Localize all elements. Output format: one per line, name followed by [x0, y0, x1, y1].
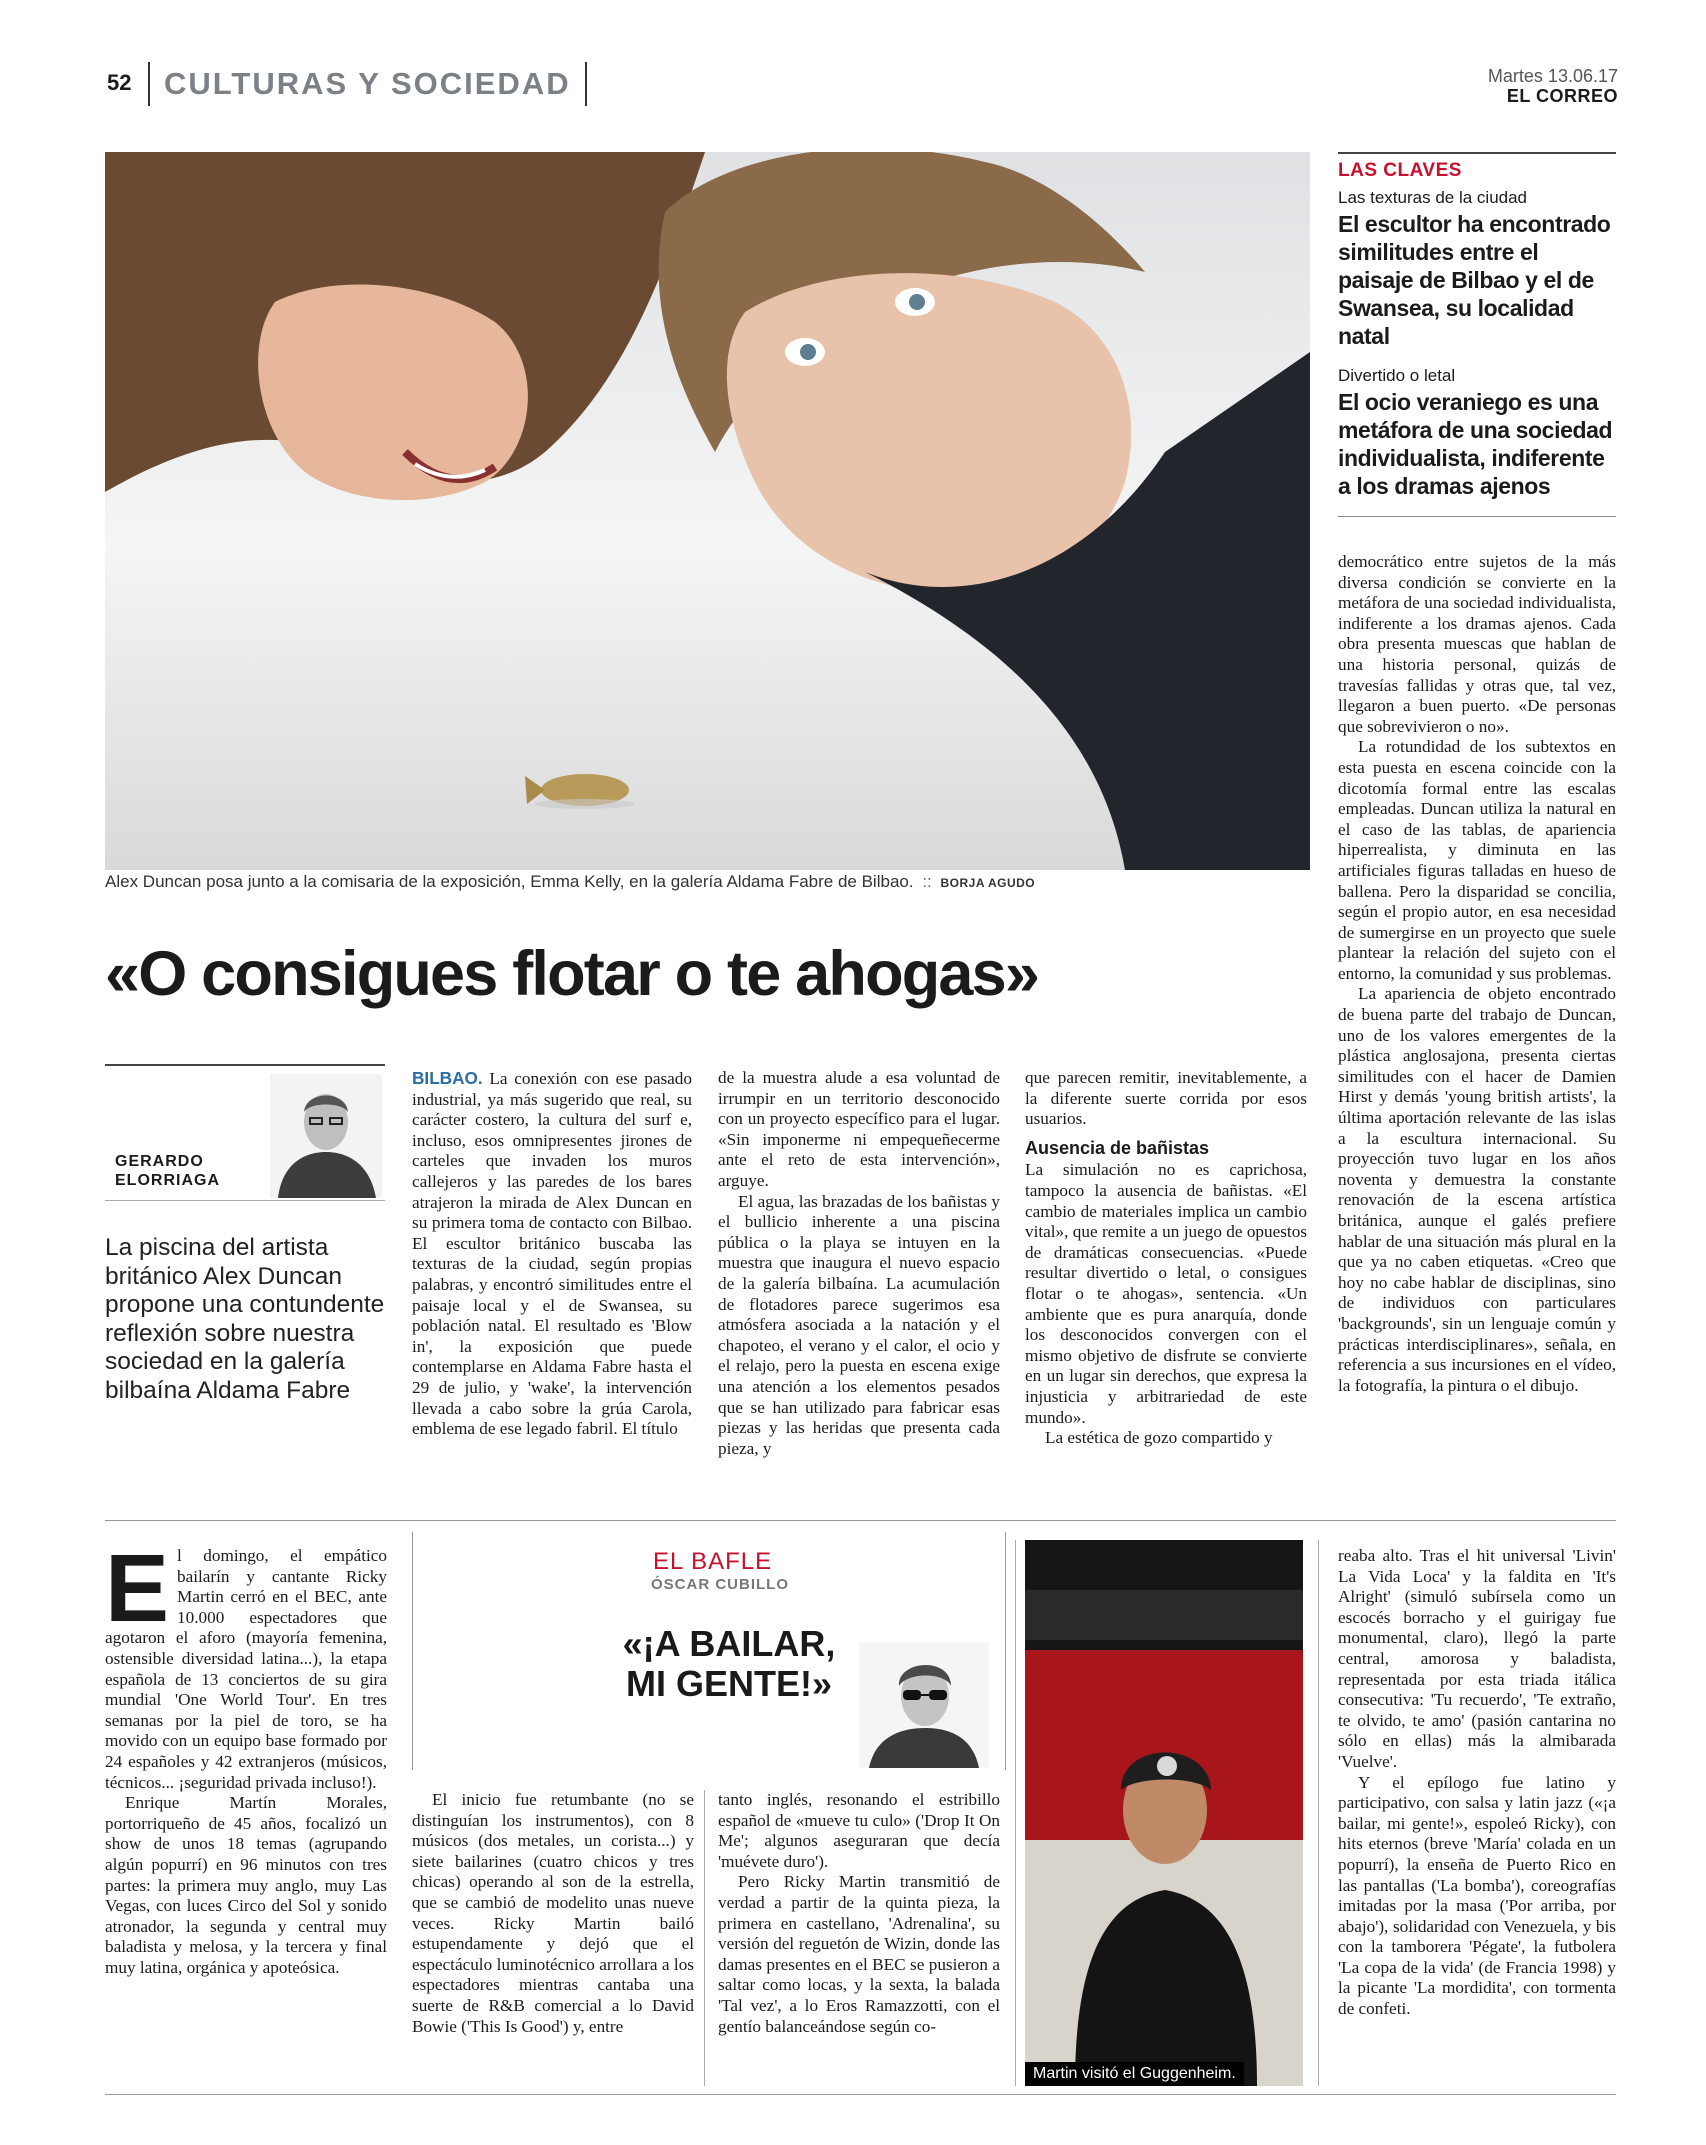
dateline: [1488, 66, 1618, 106]
article-text: La conexión con ese pasado industrial, ya más sugerido que real, su carácter costero, la cultura del surf e, incluso, esos omnipresentes jirones de carteles que invaden los muros callejeros y las paredes de los bares atrajeron la mirada de Alex Duncan en su primera toma de contacto con Bilbao. El escultor británico buscaba las texturas de la ciudad, según propias palabras, y encontró similitudes entre el paisaje local y el de Swansea, su población natal. El resultado es 'Blow in', la exposición que puede contemplarse en Aldama Fabre hasta el 29 de julio, y 'wake', la intervención llevada a cabo sobre la grúa Carola, emblema de ese legado fabril. El título: [412, 1069, 692, 1439]
photo-caption: Martin visitó el Guggenheim.: [1025, 2062, 1244, 2086]
photo-caption-text: Alex Duncan posa junto a la comisaria de la exposición, Emma Kelly, en la galería Aldama Fabre de Bilbao.: [105, 872, 914, 891]
bafle-paragraph: Pero Ricky Martin transmitió de verdad a partir de la quinta pieza, la primera en castellano, 'Adrenalina', su versión del reguetón de Wizin, donde las damas presentes en el BEC se pusieron a saltar como locas, y la sexta, la balada 'Tal vez', a lo Eros Ramazzotti, con el gentío balanceándose según co-: [718, 1872, 1000, 2036]
column-rule: [1318, 1540, 1319, 2086]
article-column-2: [718, 1068, 1000, 1459]
claves-bottom-rule: [1338, 516, 1616, 517]
article-paragraph: El agua, las brazadas de los bañistas y el bullicio inherente a una piscina pública o la playa se intuyen en la muestra que inaugura el nuevo espacio de la galería bilbaína. La acumulación de flotadores parece sugerimos esa atmósfera asociada a la natación y el chapoteo, el verano y el calor, el ocio y el relajo, pero la puesta en escena exige una atención a los elementos pesados que se han utilizado para fabricar esas piezas y las heridas que presenta cada pieza, y: [718, 1191, 1000, 1458]
bafle-column-3: [718, 1790, 1000, 2037]
claves-sidebar: [1338, 152, 1616, 517]
bafle-header-box: [412, 1532, 1006, 1770]
claves-kicker: LAS CLAVES: [1338, 160, 1462, 181]
article-paragraph: que parecen remitir, inevitablemente, a la diferente suerte corrida por esos usuarios.: [1025, 1068, 1307, 1129]
clave-text: El escultor ha encontrado similitudes entre el paisaje de Bilbao y el de Swansea, su localidad natal: [1338, 211, 1611, 349]
article-headline: «O consigues flotar o te ahogas»: [105, 939, 1039, 1009]
bafle-column-1: [105, 1535, 387, 1978]
bafle-author-portrait: [859, 1642, 989, 1768]
issue-date: Martes 13.06.17: [1487, 66, 1618, 86]
article-paragraph: [412, 1068, 692, 1440]
article-column-4: [1338, 552, 1616, 1396]
drop-cap: E: [105, 1535, 170, 1642]
main-photo: [105, 152, 1310, 870]
section-divider: [105, 1520, 1616, 1521]
article-column-3: [1025, 1068, 1307, 1449]
photo-caption: [105, 872, 1310, 892]
bafle-paragraph: tanto inglés, resonando el estribillo español de «mueve tu culo» ('Drop It On Me'; algunos aseguraran que decía 'muévete duro').: [718, 1790, 1000, 1871]
clave-lead: Divertido o letal: [1338, 366, 1456, 385]
article-paragraph: La estética de gozo compartido y: [1045, 1428, 1273, 1448]
credit-separator: ::: [922, 872, 932, 891]
bafle-paragraph: Y el epílogo fue latino y participativo, con salsa y latin jazz («¡a bailar, mi gente!», espoleó Ricky), con hits eternos (breve 'María' colada en un popurrí), la enseña de Puerto Rico en las pantallas ('La bomba'), coreografías imitadas por la masa ('Por arriba, por abajo'), solidaridad con Venezuela, y bis con la tamborera 'Pégate', la futbolera 'La copa de la vida' (de Francia 1998) y la picante 'La mordidita', con tormenta de confeti.: [1338, 1772, 1616, 2019]
clave-text: El ocio veraniego es una metáfora de una sociedad individualista, indiferente a los dramas ajenos: [1338, 389, 1613, 499]
article-subhead: La piscina del artista británico Alex Duncan propone una contundente reflexión sobre nuestra sociedad en la galería bilbaína Aldama Fabre: [105, 1234, 385, 1404]
bafle-column-2: [412, 1790, 694, 2037]
page-number: 52: [107, 70, 132, 95]
bafle-paragraph: l domingo, el empático bailarín y cantante Ricky Martin cerró en el BEC, ante 10.000 espectadores que agotaron el aforo (mayoría femenina, ostensible diversidad latina...), la etapa española de 13 conciertos de su gira mundial 'One World Tour'. En tres semanas por la piel de toro, se ha movido con un equipo base formado por 24 españoles y 42 extranjeros (músicos, técnicos... ¡seguridad privada incluso!).: [105, 1546, 387, 1792]
article-paragraph: La rotundidad de los subtextos en esta puesta en escena coincide con la dicotomía formal entre las escalas empleadas. Duncan utiliza la natural en el caso de las tablas, de apariencia hiperrealista, y diminuta en las artificiales figuras talladas en hueso de ballena. Pero la disparidad se concilia, según el propio autor, en esa necesidad de sumergirse en un proyecto que suele plantear la relación del sujeto con el entorno, la comunidad y sus problemas.: [1338, 737, 1616, 983]
article-column-1: [412, 1068, 692, 1440]
bafle-author: ÓSCAR CUBILLO: [651, 1576, 789, 1593]
bafle-tag: EL BAFLE: [653, 1548, 773, 1575]
bafle-column-4: [1338, 1546, 1616, 2020]
photo-credit: BORJA AGUDO: [940, 876, 1036, 890]
claves-top-rule: [1338, 152, 1616, 154]
bafle-paragraph: El inicio fue retumbante (no se distinguían los instrumentos), con 8 músicos (dos metales, un corista...) y siete bailarines (cuatro chicos y tres chicas) operando al son de la estrella, que se cambió de modelito unas nueve veces. Ricky Martin bailó estupendamente y dejó que el espectáculo luminotécnico arrollara a los espectadores mientras cantaba una suerte de R&B comercial a lo David Bowie ('This Is Good') y, entre: [412, 1790, 694, 2036]
bafle-title: «¡A BAILAR, MI GENTE!»: [622, 1623, 836, 1704]
article-paragraph: de la muestra alude a esa voluntad de irrumpir en un territorio desconocido con un proyecto específico para el lugar. «Sin imponerme ni empequeñecerme ante el reto de esta intervención», arguye.: [718, 1068, 1000, 1190]
bottom-rule: [105, 2094, 1616, 2095]
column-rule: [1015, 1540, 1016, 2086]
column-rule: [704, 1790, 705, 2086]
article-paragraph: democrático entre sujetos de la más diversa condición se convierte en la metáfora de una sociedad individualista, indiferente a los dramas ajenos. Cada obra presenta muescas que hablan de una historia personal, quizás de travesías fallidas y otras que, tal vez, llegaron a buen puerto. «De personas que sobrevivieron o no».: [1338, 552, 1616, 736]
article-paragraph: La apariencia de objeto encontrado de buena parte del trabajo de Duncan, uno de los valores emergentes de la plástica anglosajona, presenta ciertas similitudes con el hacer de Damien Hirst y demás 'young british artists', la última aportación relevante de las islas a la escultura internacional. Su proyección tuvo lugar en los años noventa y demuestra la constante renovación de la escena artística británica, aunque el galés prefiere hablar de una situación más plural en la que ya no caben etiquetas. «Creo que hoy no cabe hablar de disciplinas, sino de individuos con particulares 'backgrounds', sin un lenguaje común y prácticas interdisciplinares», señala, en referencia a sus incursiones en el vídeo, la fotografía, la pintura o el dibujo.: [1338, 984, 1616, 1395]
article-subheading: Ausencia de bañistas: [1025, 1137, 1210, 1158]
bafle-paragraph: reaba alto. Tras el hit universal 'Livin' La Vida Loca' y la faldita en 'It's Alright' (simuló subírsela como un escocés borracho y el guirigay fue monumental, claro), llegó la parte central, amorosa y baladista, representada por esta triada itálica consecutiva: 'Tu recuerdo', 'Te extraño, te olvido, te amo' (pasión cantarina no sólo en ellas) más la almibarada 'Vuelve'.: [1338, 1546, 1616, 1771]
bafle-paragraph: Enrique Martín Morales, portorriqueño de 45 años, focalizó un show de unos 18 temas (agrupando algún popurrí) en 96 minutos con tres partes: la primera muy anglo, muy Las Vegas, con luces Circo del Sol y sonido atronador, la segunda y central muy baladista y melosa, y la tercera y final muy latina, orgánica y apoteósica.: [105, 1793, 387, 1977]
author-portrait: [270, 1074, 382, 1198]
main-photo-illustration: [105, 152, 1310, 870]
ricky-martin-photo: [1025, 1540, 1303, 2086]
article-paragraph: La simulación no es caprichosa, tampoco la ausencia de bañistas. «El cambio de materiales implica un cambio vital», que remite a un juego de opuestos de dramáticas consecuencias. «Puede resultar divertido o letal, o consigues flotar o te ahogas», sentencia. «Un ambiente que es pura anarquía, donde los desconocidos convergen con el mismo objetivo de disfrute se convierte en un lugar sin derechos, que expresa la injusticia y arbitrariedad de este mundo».: [1025, 1160, 1307, 1427]
article-city: BILBAO.: [412, 1068, 483, 1088]
ricky-martin-illustration: [1025, 1540, 1303, 2086]
author-box: [105, 1064, 385, 1201]
author-name: GERARDO ELORRIAGA: [115, 1153, 220, 1189]
clave-lead: Las texturas de la ciudad: [1338, 188, 1528, 207]
section-title: CULTURAS Y SOCIEDAD: [148, 62, 587, 106]
newspaper-name: EL CORREO: [1506, 86, 1618, 106]
